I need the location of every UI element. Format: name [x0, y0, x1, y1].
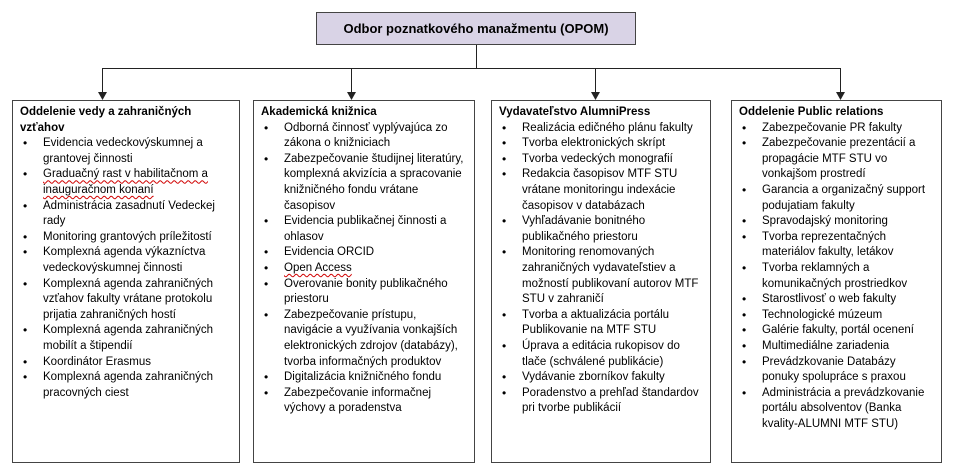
department-task-list: [739, 121, 935, 433]
task-item: • Vyhľadávanie bonitného publikačného priestoru: [499, 214, 704, 245]
task-item: • Overovanie bonity publikačného priestoru: [261, 277, 468, 308]
department-title: Oddelenie Public relations: [739, 106, 884, 118]
task-item: • Komplexná agenda zahraničných vzťahov fakulty vrátane protokolu prijatia zahraničných hostí: [20, 277, 233, 324]
task-item: • Administrácia zasadnutí Vedeckej rady: [20, 199, 233, 230]
department-title: Akademická knižnica: [261, 106, 377, 118]
task-item: • Evidencia vedeckovýskumnej a grantovej činnosti: [20, 136, 233, 167]
task-item: • Zabezpečovanie prístupu, navigácie a využívania vonkajších elektronických zdrojov (databázy), tvorba informačných produktov: [261, 308, 468, 370]
task-item: • Digitalizácia knižničného fondu: [261, 370, 468, 386]
top-unit-box: [316, 12, 636, 45]
task-item: • Evidencia publikačnej činnosti a ohlasov: [261, 214, 468, 245]
department-task-list: [20, 136, 233, 401]
task-item: • Galérie fakulty, portál ocenení: [739, 323, 935, 339]
task-item: • Evidencia ORCID: [261, 245, 468, 261]
department-box-library: [253, 100, 475, 463]
task-item: • Prevádzkovanie Databázy ponuky spolupráce s praxou: [739, 355, 935, 386]
department-title: Vydavateľstvo AlumniPress: [499, 106, 651, 118]
task-item: • Tvorba a aktualizácia portálu Publikovanie na MTF STU: [499, 308, 704, 339]
task-item: • Technologické múzeum: [739, 308, 935, 324]
task-item: • Multimediálne zariadenia: [739, 339, 935, 355]
task-item: • Garancia a organizačný support podujatiam fakulty: [739, 183, 935, 214]
task-item: • Starostlivosť o web fakulty: [739, 292, 935, 308]
task-item: • Zabezpečovanie PR fakulty: [739, 121, 935, 137]
department-box-science: [12, 100, 240, 463]
task-item: • Monitoring grantových príležitostí: [20, 230, 233, 246]
department-box-public-relations: [731, 100, 942, 463]
task-item: • Tvorba reprezentačných materiálov fakulty, letákov: [739, 230, 935, 261]
task-item: • Redakcia časopisov MTF STU vrátane monitoringu indexácie časopisov v databázach: [499, 167, 704, 214]
task-item: • Realizácia edičného plánu fakulty: [499, 121, 704, 137]
task-item: • Tvorba reklamných a komunikačných prostriedkov: [739, 261, 935, 292]
task-item: • Spravodajský monitoring: [739, 214, 935, 230]
department-title: Oddelenie vedy a zahraničných vzťahov: [20, 106, 192, 134]
task-item: • Tvorba elektronických skrípt: [499, 136, 704, 152]
task-item: • Monitoring renomovaných zahraničných vydavateľstiev a možností publikovaní autorov MTF STU v zahraničí: [499, 245, 704, 307]
task-item: • Komplexná agenda zahraničných pracovných ciest: [20, 370, 233, 401]
department-box-publishing: [491, 100, 711, 463]
task-item: • Administrácia a prevádzkovanie portálu absolventov (Banka kvality-ALUMNI MTF STU): [739, 386, 935, 433]
connector-arrow-4: [836, 92, 845, 100]
task-item: • Komplexná agenda zahraničných mobilít a štipendií: [20, 323, 233, 354]
department-task-list: [261, 121, 468, 417]
connector-arrow-3: [591, 92, 600, 100]
task-item: • Poradenstvo a prehľad štandardov pri tvorbe publikácií: [499, 386, 704, 417]
top-unit-title: Odbor poznatkového manažmentu (OPOM): [343, 21, 609, 36]
connector-arrow-1: [98, 92, 107, 100]
task-item: • Open Access: [261, 261, 468, 277]
task-item: • Tvorba vedeckých monografií: [499, 152, 704, 168]
task-item: • Vydávanie zborníkov fakulty: [499, 370, 704, 386]
task-item: • Odborná činnosť vyplývajúca zo zákona o knižniciach: [261, 121, 468, 152]
department-task-list: [499, 121, 704, 417]
task-item: • Graduačný rast v habilitačnom a inauguračnom konaní: [20, 167, 233, 198]
task-item: • Úprava a editácia rukopisov do tlače (schválené publikácie): [499, 339, 704, 370]
task-item: • Zabezpečovanie študijnej literatúry, komplexná akvizícia a spracovanie knižničného fondu vrátane časopisov: [261, 152, 468, 214]
task-item: • Komplexná agenda výkazníctva vedeckovýskumnej činnosti: [20, 245, 233, 276]
task-item: • Koordinátor Erasmus: [20, 355, 233, 371]
task-item: • Zabezpečovanie informačnej výchovy a poradenstva: [261, 386, 468, 417]
connector-arrow-2: [347, 92, 356, 100]
task-item: • Zabezpečovanie prezentácií a propagácie MTF STU vo vonkajšom prostredí: [739, 136, 935, 183]
